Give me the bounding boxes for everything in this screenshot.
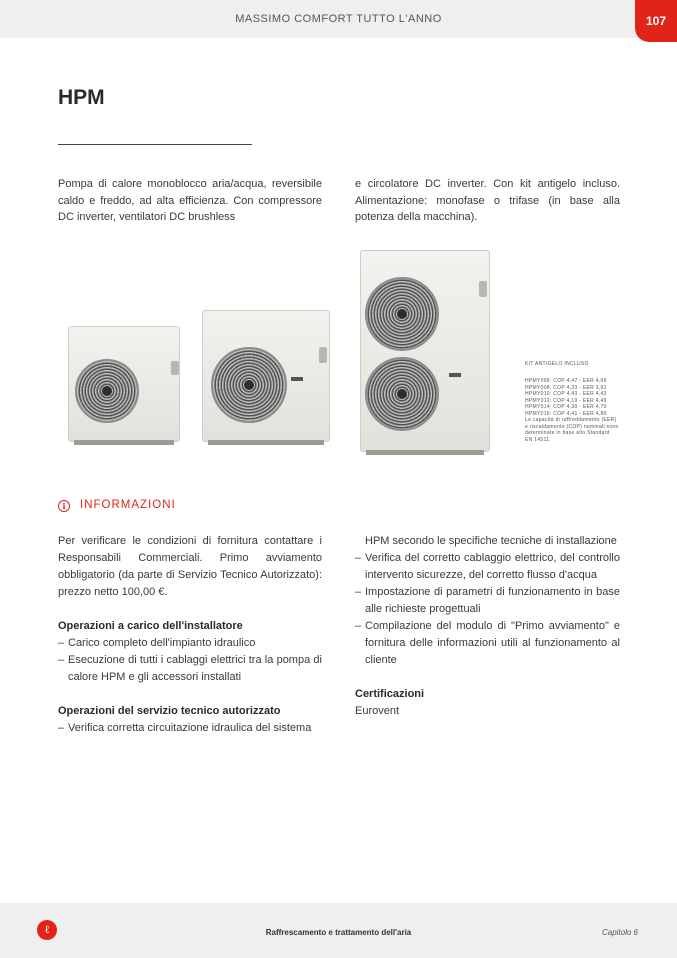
intro-text-left: Pompa di calore monoblocco aria/acqua, reversibile caldo e freddo, ad alta efficienza. Con compressore DC inverter, ventilatori DC brushless [58, 178, 322, 223]
info-icon: i [58, 500, 70, 512]
spec-list [525, 378, 619, 443]
brand-label [291, 377, 303, 381]
spec-note: EN 14511. [525, 436, 551, 443]
list-item: – Verifica del corretto cablaggio elettrico, del controllo intervento sicurezze, del corretto flusso d'acqua [355, 550, 620, 584]
fan-grille-icon [365, 277, 439, 351]
unit-body [202, 310, 330, 442]
header-title: MASSIMO COMFORT TUTTO L'ANNO [235, 13, 442, 25]
list-item-continuation: HPM secondo le specifiche tecniche di installazione [365, 535, 617, 547]
info-title: INFORMAZIONI [80, 499, 176, 511]
info-column-left [58, 533, 322, 737]
spec-note: e riscaldamento (COP) nominali sono [525, 423, 619, 430]
title-divider [58, 144, 252, 145]
unit-feet [208, 440, 324, 445]
valve-recess [171, 361, 179, 375]
installer-heading: Operazioni a carico dell'installatore [58, 620, 243, 632]
list-item: – Compilazione del modulo di "Primo avviamento" e fornitura delle informazioni utili al funzionamento al cliente [355, 618, 620, 669]
spec-line: HPMY016: COP 4,41 - EER 4,80 [525, 410, 607, 417]
kit-antigelo-label: KIT ANTIGELO INCLUSO [525, 361, 589, 367]
list-item: – Esecuzione di tutti i cablaggi elettrici tra la pompa di calore HPM e gli accessori installati [58, 652, 322, 686]
page-number-badge: 107 [635, 0, 677, 42]
spec-line: HPMY010: COP 4,43 - EER 4,43 [525, 391, 607, 397]
valve-recess [479, 281, 487, 297]
spec-line: HPMY012: COP 4,19 - EER 4,49 [525, 397, 607, 404]
certifications-heading: Certificazioni [355, 688, 425, 700]
unit-body [68, 326, 180, 442]
flame-logo-icon: ℓ [37, 920, 57, 940]
spec-note: determinate in base allo Standard [525, 430, 610, 436]
fan-grille-icon [365, 357, 439, 431]
brand-label [449, 373, 461, 377]
list-item: – Carico completo dell'impianto idraulico [58, 635, 322, 652]
intro-text-right: e circolatore DC inverter. Con kit antigelo incluso. Alimentazione: monofase o trifase (in base alla potenza della macchina). [355, 178, 620, 223]
footer-chapter: Capitolo 6 [601, 928, 638, 937]
fan-grille-icon [75, 359, 139, 423]
page-title: HPM [58, 86, 105, 109]
list-item: – Impostazione di parametri di funzionamento in base alle richieste progettuali [355, 584, 620, 618]
spec-line: HPMY006: COP 4,47 - EER 4,06 [525, 378, 607, 384]
info-column-right [355, 533, 620, 720]
certifications-value: Eurovent [355, 705, 400, 717]
footer-section-title: Raffrescamento e trattamento dell'aria [265, 928, 412, 937]
spec-note: Le capacità di raffreddamento (EER) [525, 417, 617, 423]
info-intro: Per verificare le condizioni di fornitura contattare i Responsabili Commerciali. Primo avviamento obbligatorio (da parte di Servizio Tecnico Autorizzato): prezzo netto 100,00 €. [58, 535, 322, 598]
spec-line: HPMY008: COP 4,33 - EER 3,91 [525, 384, 607, 391]
list-item-split [58, 720, 322, 737]
unit-feet [366, 450, 484, 455]
list-item-text: Verifica corretta circuitazione idraulica del sistema [68, 722, 312, 734]
unit-feet [74, 440, 174, 445]
spec-line: HPMY014: COP 4,30 - EER 4,70 [525, 404, 607, 410]
valve-recess [319, 347, 327, 363]
unit-body [360, 250, 490, 452]
fan-grille-icon [211, 347, 287, 423]
service-heading: Operazioni del servizio tecnico autorizzato [58, 705, 281, 717]
